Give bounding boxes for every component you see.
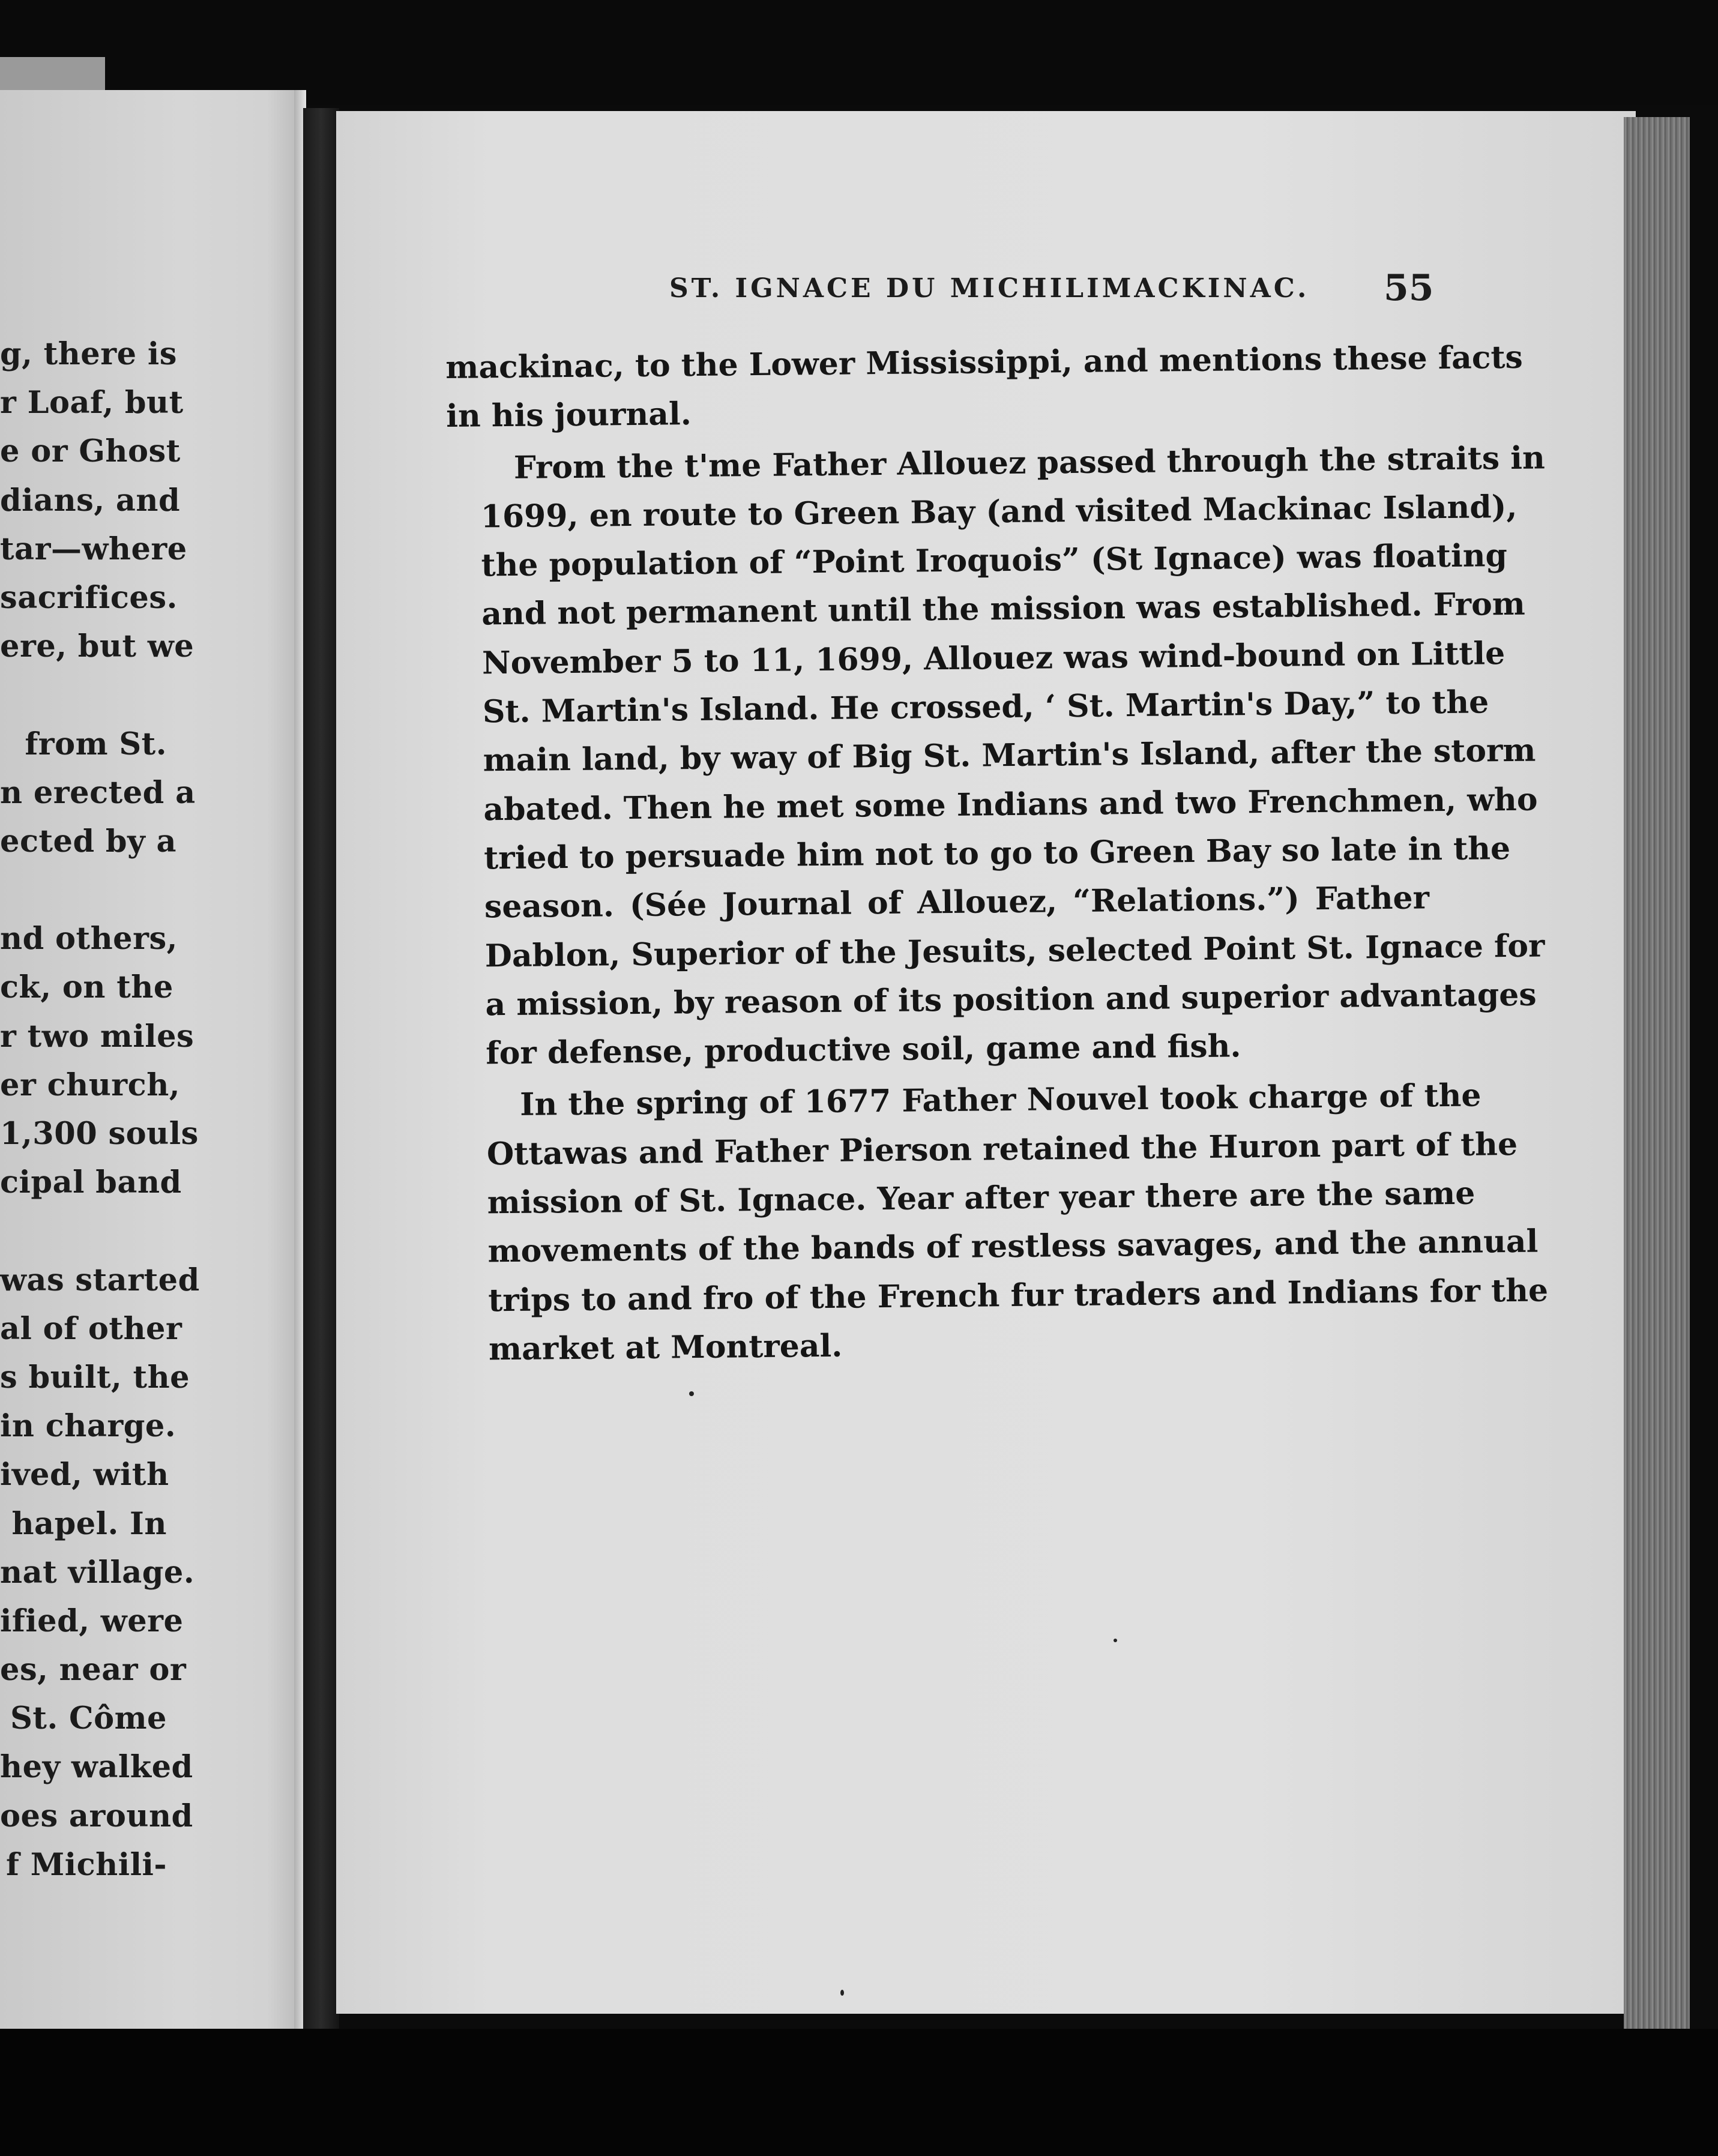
left-page-line: dians, and [0, 482, 181, 519]
text-line: in his journal. [445, 396, 692, 435]
left-page-line: in charge. [0, 1408, 176, 1445]
left-page-line: ere, but we [0, 628, 194, 665]
left-page-line: ived, with [0, 1457, 169, 1493]
text-line: tried to persuade him not to go to Green Bay so late in the [483, 830, 1511, 877]
left-page-line: from St. [25, 726, 167, 762]
running-head: ST. IGNACE DU MICHILIMACKINAC. [669, 273, 1310, 304]
ink-speck [1114, 1639, 1117, 1642]
left-page-line: ected by a [0, 823, 177, 860]
left-page-line: tar—where [0, 531, 187, 567]
left-page-line [0, 671, 167, 720]
left-page-line: ified, were [0, 1603, 184, 1639]
left-page-line: s built, the [0, 1359, 190, 1396]
text-line: abated. Then he met some Indians and two Frenchmen, who [483, 781, 1538, 828]
left-page-line: cipal band [0, 1164, 182, 1201]
body-text [445, 334, 1549, 1377]
text-line: St. Martin's Island. He crossed, ‘ St. Martin's Day,” to the [482, 684, 1489, 730]
show-through-text [447, 1357, 1411, 1661]
left-page-line: r two miles [0, 1018, 194, 1055]
text-line: season. (Sée Journal of Allouez, “Relations.”) Father [484, 879, 1430, 926]
left-page-line: St. Côme [10, 1700, 167, 1737]
text-line: main land, by way of Big St. Martin's Island, after the storm [483, 732, 1536, 779]
left-page-line: nat village. [0, 1554, 195, 1591]
left-page-line: r Loaf, but [0, 385, 184, 421]
text-line: mackinac, to the Lower Mississippi, and mentions these facts [445, 339, 1524, 386]
left-page-line [0, 1207, 167, 1256]
text-line: November 5 to 11, 1699, Allouez was wind-bound on Little [481, 634, 1506, 682]
left-page-line: er church, [0, 1067, 181, 1103]
left-page-line: al of other [0, 1310, 182, 1347]
left-page-line [0, 866, 167, 915]
paragraph [447, 435, 1546, 1078]
left-page-line: es, near or [0, 1652, 187, 1688]
scan-top-border [0, 0, 1718, 105]
page-number: 55 [1384, 267, 1434, 309]
text-line: In the spring of 1677 Father Nouvel took charge of the [519, 1077, 1481, 1124]
page-fore-edge [1624, 117, 1690, 2032]
left-page-text [0, 330, 200, 1890]
text-line: a mission, by reason of its position and superior advantages [485, 976, 1537, 1023]
text-line: 1699, en route to Green Bay (and visited Mackinac Island), [480, 488, 1518, 535]
left-page-line: f Michili- [6, 1846, 167, 1883]
scan-bottom-border [0, 2029, 1718, 2156]
left-page-line: n erected a [0, 774, 196, 811]
ink-speck [840, 1990, 844, 1996]
text-line: and not permanent until the mission was established. From [481, 586, 1526, 633]
text-line: Ottawas and Father Pierson retained the Huron part of the [486, 1125, 1518, 1173]
text-line: trips to and fro of the French fur traders and Indians for the [488, 1272, 1549, 1319]
left-page-line: nd others, [0, 921, 178, 957]
text-line: the population of “Point Iroquois” (St Ignace) was floating [481, 537, 1508, 584]
left-page-line: e or Ghost [0, 433, 181, 470]
text-line: mission of St. Ignace. Year after year there are the same [487, 1175, 1475, 1221]
text-line: movements of the bands of restless savages, and the annual [487, 1223, 1539, 1270]
paragraph [445, 334, 1524, 441]
text-line: From the t'me Father Allouez passed through the straits in [513, 439, 1546, 486]
book-gutter [303, 108, 339, 2035]
ink-speck [689, 1391, 694, 1396]
paragraph [453, 1072, 1549, 1374]
text-line: Dablon, Superior of the Jesuits, selected Point St. Ignace for [484, 927, 1545, 974]
left-page [0, 90, 303, 2029]
left-page-line: oes around [0, 1798, 193, 1834]
text-line: for defense, productive soil, game and fish. [486, 1028, 1241, 1072]
left-page-line: sacrifices. [0, 579, 178, 616]
left-page-line: 1,300 souls [0, 1116, 199, 1152]
left-page-line: g, there is [0, 336, 177, 372]
left-page-line: hey walked [0, 1749, 193, 1786]
left-page-line: ck, on the [0, 969, 173, 1006]
left-page-line: hapel. In [11, 1505, 167, 1542]
left-page-line: was started [0, 1262, 200, 1298]
text-line: market at Montreal. [488, 1327, 843, 1368]
